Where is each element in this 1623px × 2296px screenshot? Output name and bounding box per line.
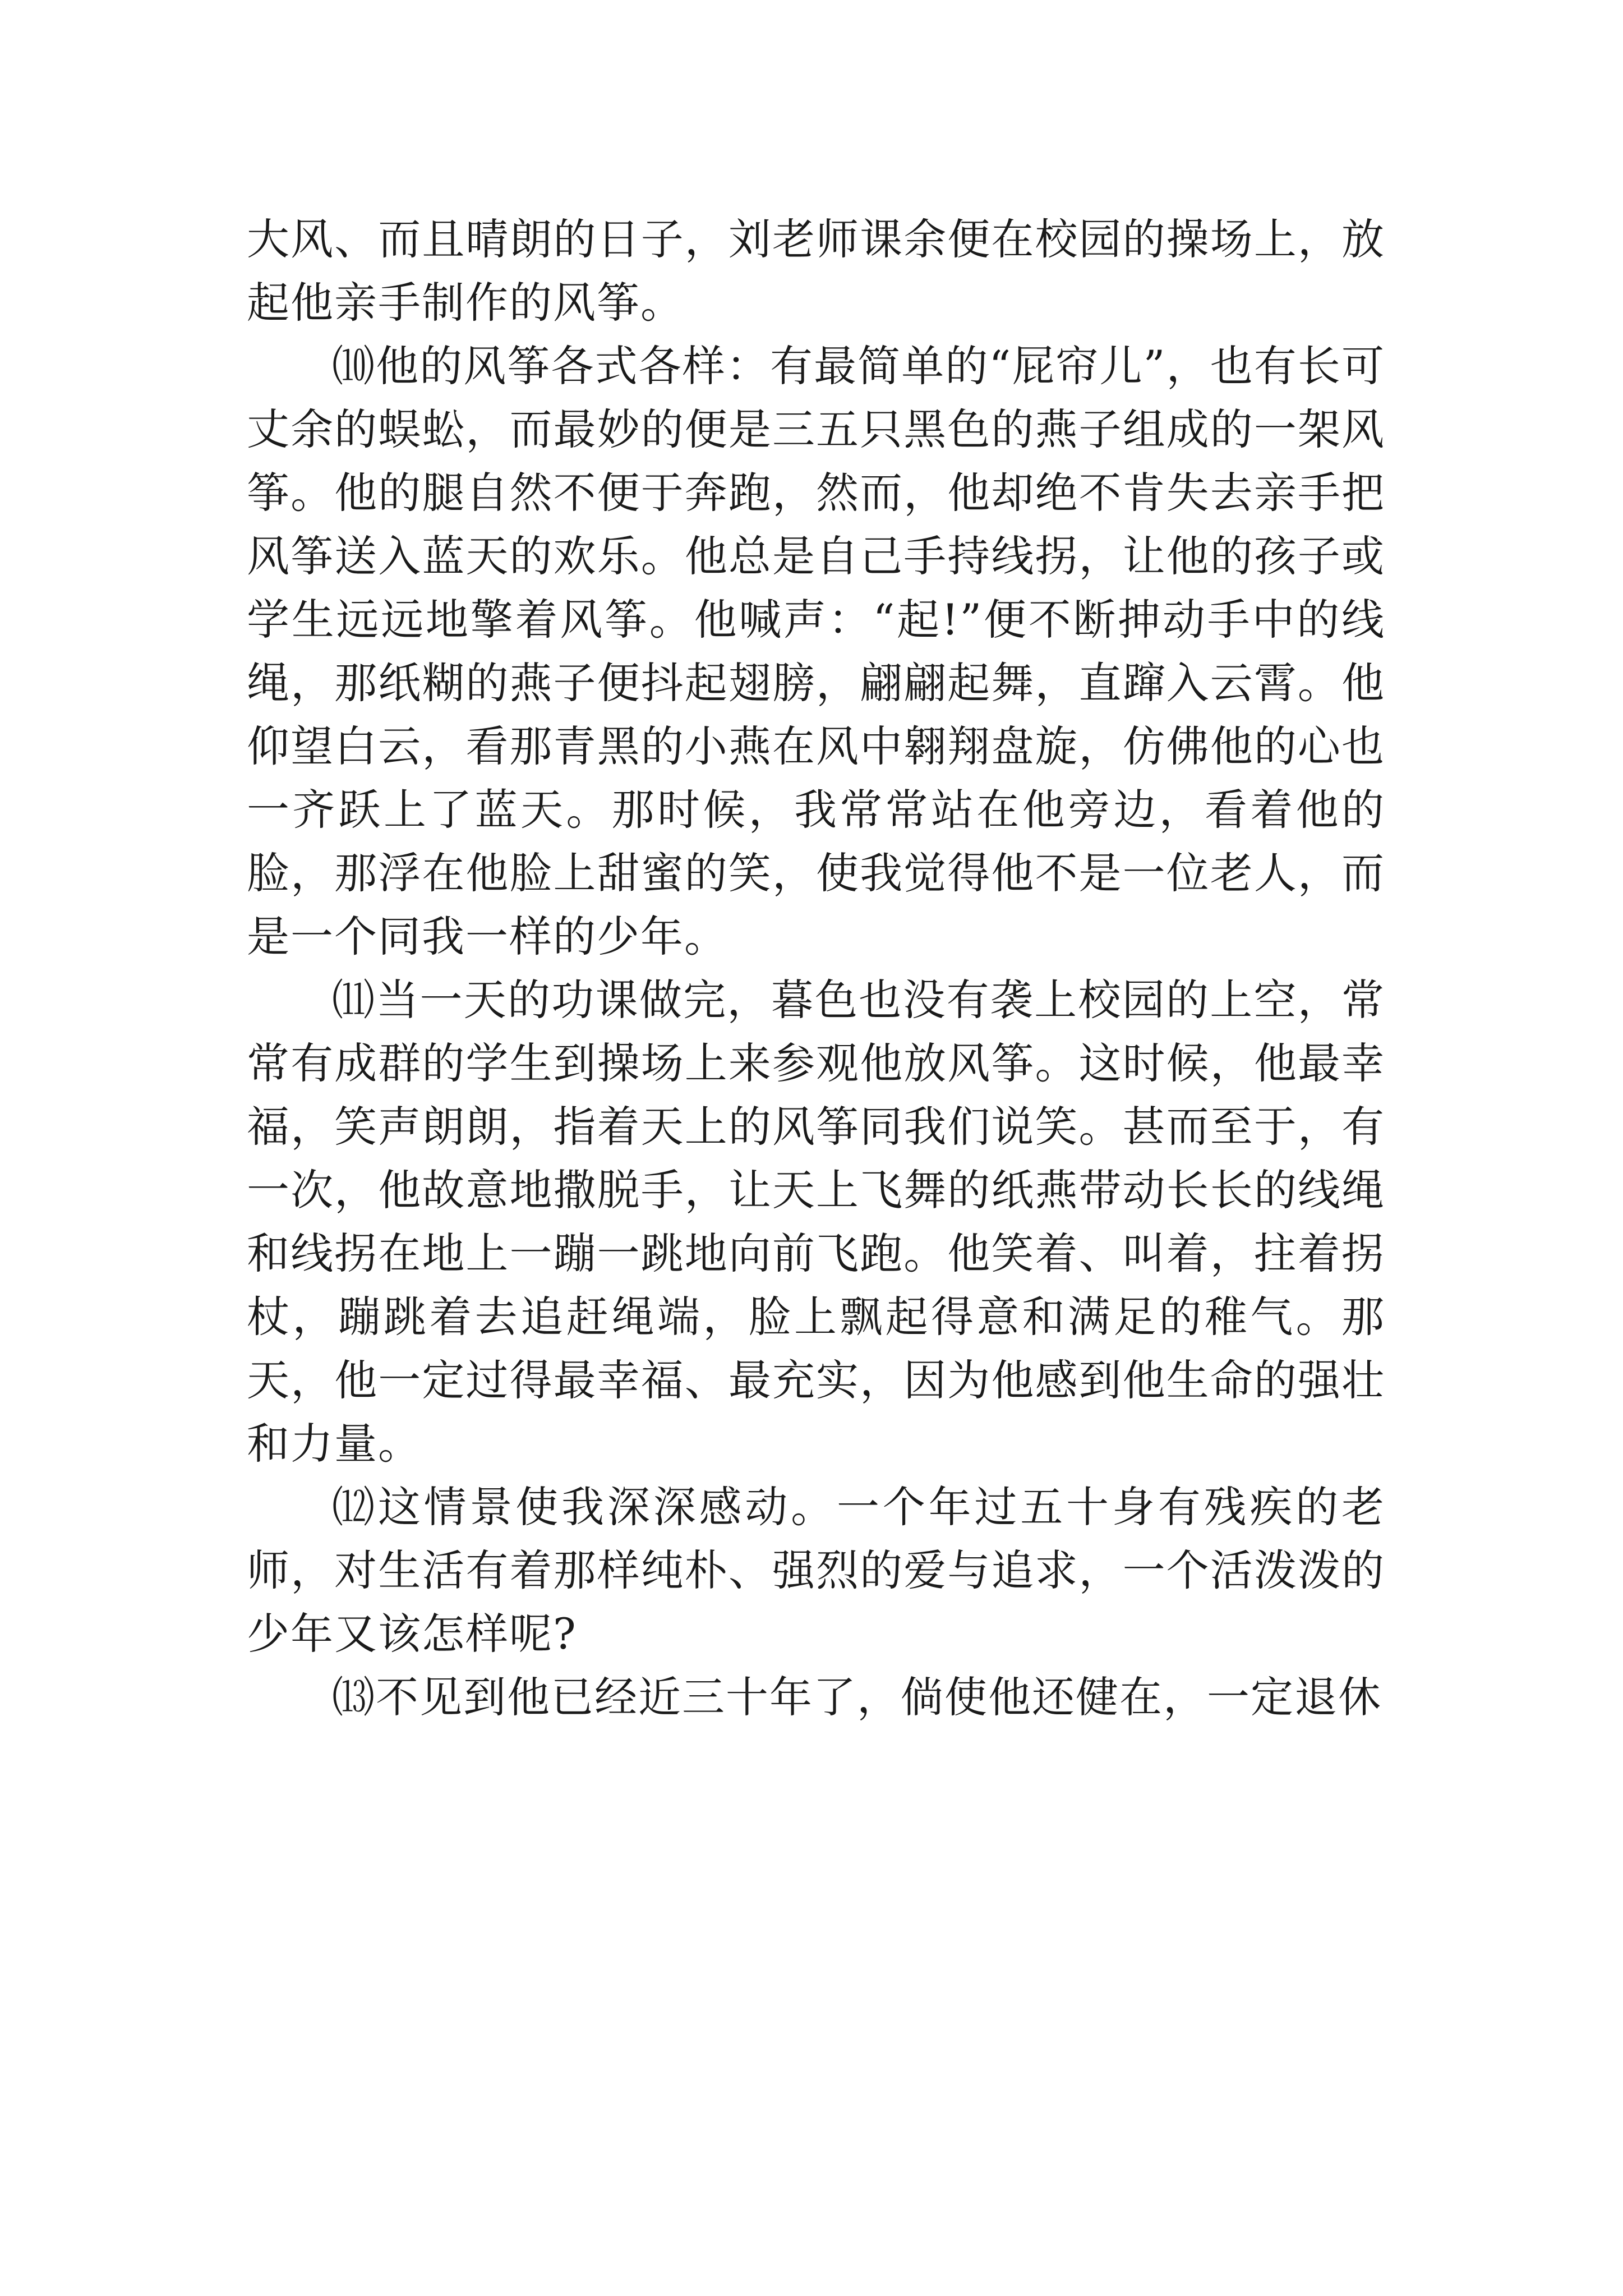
- paragraph-12: ⑿这情景使我深深感动。一个年过五十身有残疾的老师，对生活有着那样纯朴、强烈的爱与追求，一个活泼泼的少年又该怎样呢?: [247, 1482, 1385, 1659]
- body-text: [247, 208, 1385, 1729]
- paragraph-continuation: 大风、而且晴朗的日子，刘老师课余便在校园的操场上，放起他亲手制作的风筝。: [247, 214, 1385, 328]
- paragraph-11: ⑾当一天的功课做完，暮色也没有袭上校园的上空，常常有成群的学生到操场上来参观他放风筝。这时候，他最幸福，笑声朗朗，指着天上的风筝同我们说笑。甚而至于，有一次，他故意地撒脱手，让天上飞舞的纸燕带动长长的线绳和线拐在地上一蹦一跳地向前飞跑。他笑着、叫着，拄着拐杖，蹦跳着去追赶绳端，脸上飘起得意和满足的稚气。那天，他一定过得最幸福、最充实，因为他感到他生命的强壮和力量。: [247, 975, 1385, 1469]
- paragraph-13: ⒀不见到他已经近三十年了，倘使他还健在，一定退休: [332, 1672, 1382, 1722]
- paragraph-10: ⑽他的风筝各式各样：有最简单的“屁帘儿”，也有长可丈余的蜈蚣，而最妙的便是三五只黑色的燕子组成的一架风筝。他的腿自然不便于奔跑，然而，他却绝不肯失去亲手把风筝送入蓝天的欢乐。他总是自己手持线拐，让他的孩子或学生远远地擎着风筝。他喊声：“起!”便不断抻动手中的线绳，那纸糊的燕子便抖起翅膀，翩翩起舞，直蹿入云霄。他仰望白云，看那青黑的小燕在风中翱翔盘旋，仿佛他的心也一齐跃上了蓝天。那时候，我常常站在他旁边，看着他的脸，那浮在他脸上甜蜜的笑，使我觉得他不是一位老人，而是一个同我一样的少年。: [247, 341, 1385, 961]
